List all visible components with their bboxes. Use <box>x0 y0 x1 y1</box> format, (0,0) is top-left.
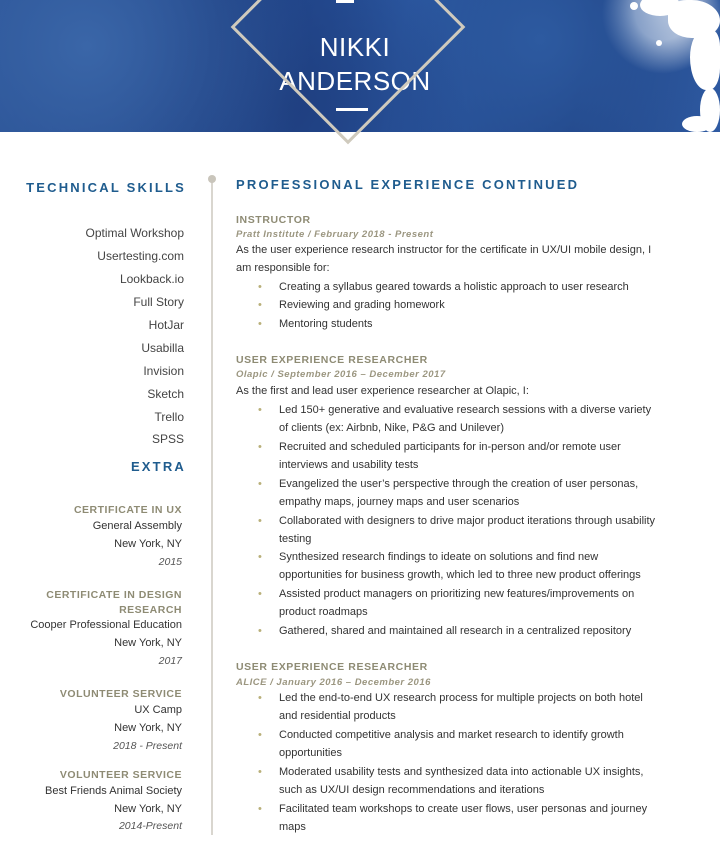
extra-date: 2014-Present <box>118 820 182 832</box>
extra-title: VOLUNTEER SERVICE <box>59 688 182 700</box>
job-bullet: • Mentoring students <box>279 315 659 333</box>
extra-title: RESEARCH <box>119 604 182 616</box>
skill-item: Optimal Workshop <box>85 226 184 240</box>
extra-title: CERTIFICATE IN DESIGN <box>46 589 182 601</box>
extra-line: Cooper Professional Education <box>30 619 182 631</box>
extra-date: 2017 <box>158 655 182 667</box>
job-bullet: • Collaborated with designers to drive major product iterations through usability testing <box>279 512 659 549</box>
extra-line: New York, NY <box>114 637 182 649</box>
job-bullet: • Moderated usability tests and synthesized data into actionable UX insights, such as UX/UI design recommendations and iterations <box>279 763 659 800</box>
extra-line: New York, NY <box>114 722 182 734</box>
extra-line: Best Friends Animal Society <box>45 785 182 797</box>
experience-heading: PROFESSIONAL EXPERIENCE CONTINUED <box>236 177 580 192</box>
job-title: USER EXPERIENCE RESEARCHER <box>236 661 428 673</box>
skill-item: Lookback.io <box>119 272 184 286</box>
skill-item: SPSS <box>151 432 184 446</box>
job-bullet: • Conducted competitive analysis and market research to identify growth opportunities <box>279 726 659 763</box>
job-bullet: • Synthesized research findings to ideate on solutions and find new opportunities for business growth, which led to three new product offerings <box>279 548 659 585</box>
job-subtitle: ALICE / January 2016 – December 2016 <box>236 677 431 688</box>
job-description: As the user experience research instructor for the certificate in UX/UI mobile design, I am responsible for: <box>236 244 652 275</box>
extra-line: New York, NY <box>114 803 182 815</box>
column-divider <box>211 180 213 835</box>
skill-item: Sketch <box>147 387 184 401</box>
extra-line: UX Camp <box>134 704 182 716</box>
job-subtitle: Pratt Institute / February 2018 - Present <box>236 229 434 240</box>
divider-dot <box>208 175 216 183</box>
extra-title: CERTIFICATE IN UX <box>73 504 182 516</box>
job-bullet: • Gathered, shared and maintained all research in a centralized repository <box>279 622 659 640</box>
job-bullet: • Led the end-to-end UX research process for multiple projects on both hotel and residential products <box>279 689 659 726</box>
skill-item: Usertesting.com <box>97 249 184 263</box>
job-bullet: • Creating a syllabus geared towards a holistic approach to user research <box>279 278 659 296</box>
extra-line: General Assembly <box>92 520 182 532</box>
job-bullet: • Recruited and scheduled participants for in-person and/or remote user interviews and usability tests <box>279 438 659 475</box>
skill-item: Invision <box>143 364 184 378</box>
job-title: INSTRUCTOR <box>236 214 311 226</box>
job-description: As the first and lead user experience researcher at Olapic, I: <box>236 385 529 397</box>
extra-line: New York, NY <box>114 538 182 550</box>
technical-skills-heading: TECHNICAL SKILLS <box>26 180 186 195</box>
job-bullet: • Evangelized the user’s perspective through the creation of user personas, empathy maps, journey maps and user scenarios <box>279 475 659 512</box>
skill-item: Full Story <box>133 295 184 309</box>
skill-item: Trello <box>154 410 184 424</box>
skill-item: Usabilla <box>141 341 184 355</box>
extra-date: 2018 - Present <box>113 740 182 752</box>
job-bullet: • Assisted product managers on prioritizing new features/improvements on product roadmaps <box>279 585 659 622</box>
job-title: USER EXPERIENCE RESEARCHER <box>236 354 428 366</box>
skill-item: HotJar <box>148 318 184 332</box>
first-name: NIKKI <box>319 32 391 62</box>
extra-title: VOLUNTEER SERVICE <box>59 769 182 781</box>
job-subtitle: Olapic / September 2016 – December 2017 <box>236 369 446 380</box>
extra-date: 2015 <box>158 556 182 568</box>
job-bullet: • Led 150+ generative and evaluative research sessions with a diverse variety of clients (ex: Airbnb, Nike, P&G and Unilever) <box>279 401 659 438</box>
job-bullet: • Facilitated team workshops to create user flows, user personas and journey maps <box>279 800 659 837</box>
job-bullet: • Reviewing and grading homework <box>279 296 659 314</box>
last-name: ANDERSON <box>279 66 431 96</box>
extra-heading: EXTRA <box>130 459 186 474</box>
